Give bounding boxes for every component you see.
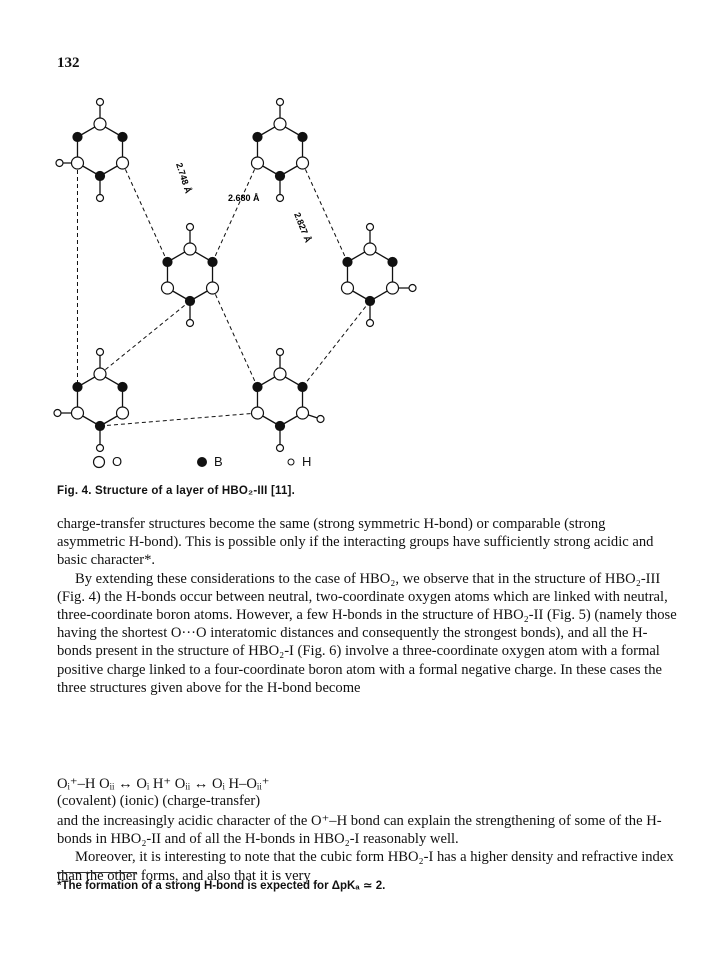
oxygen-atom xyxy=(207,282,219,294)
oxygen-atom xyxy=(274,118,286,130)
figure-caption: Fig. 4. Structure of a layer of HBO₂-III [11]. xyxy=(57,485,295,497)
page-number: 132 xyxy=(57,55,80,71)
oxygen-atom xyxy=(161,282,173,294)
oxygen-atom xyxy=(184,243,196,255)
hydrogen-atom xyxy=(277,349,284,356)
boron-atom xyxy=(253,133,262,142)
hydrogen-atom xyxy=(277,195,284,202)
oxygen-atom xyxy=(297,157,309,169)
boron-atom xyxy=(208,258,217,267)
hydrogen-bond xyxy=(213,288,258,387)
legend-boron xyxy=(196,454,223,469)
distance-label-3: 2.827 Å xyxy=(292,211,314,244)
legend-hydrogen xyxy=(286,454,311,469)
oxygen-atom xyxy=(274,368,286,380)
boron-atom xyxy=(366,297,375,306)
hydrogen-atom xyxy=(367,224,374,231)
structures-labels: (covalent) (ionic) (charge-transfer) xyxy=(57,793,261,809)
hydrogen-atom xyxy=(54,410,61,417)
boron-atom xyxy=(343,258,352,267)
hydrogen-atom xyxy=(97,99,104,106)
hydrogen-atom xyxy=(187,320,194,327)
boron-atom xyxy=(388,258,397,267)
paragraph-2: By extending these considerations to the case of HBO₂, we observe that in the structure of HBO₂-III (Fig. 4) the H-bonds occur between neutral, two-coordinate oxygen atoms which are linked with neutral, three-coordinate boron atoms. However, a few H-bonds in the structure of HBO₂-II (Fig. 5) (namely those having the shortest O···O interatomic distances and consequently the strongest bonds), and all the H-bonds present in the structure of HBO₂-I (Fig. 6) involve a three-coordinate oxygen atom with a formal positive charge linked to a four-coordinate boron atom with a formal negative charge. In these cases the three structures given above for the H-bond become xyxy=(57,570,677,696)
paragraph-1: charge-transfer structures become the same (strong symmetric H-bond) or comparable (strong asymmetric H-bond). This is possible only if the interacting groups have sufficiently strong acidic and basic character*. xyxy=(57,516,654,569)
oxygen-atom xyxy=(71,157,83,169)
oxygen-symbol-icon xyxy=(92,455,106,469)
oxygen-atom xyxy=(297,407,309,419)
boron-atom xyxy=(73,383,82,392)
hydrogen-atom xyxy=(97,349,104,356)
oxygen-atom xyxy=(94,118,106,130)
hydrogen-atom xyxy=(187,224,194,231)
hydrogen-bond xyxy=(213,163,258,262)
boron-atom xyxy=(96,172,105,181)
boron-atom xyxy=(73,133,82,142)
boron-atom xyxy=(96,422,105,431)
legend-hydrogen-label: H xyxy=(302,454,312,469)
oxygen-atom xyxy=(251,407,263,419)
body-paragraphs-2 xyxy=(57,812,677,885)
hydrogen-bond xyxy=(303,301,370,387)
hydrogen-atom xyxy=(56,160,63,167)
hydrogen-symbol-icon xyxy=(286,457,296,467)
hydrogen-atom xyxy=(409,285,416,292)
paragraph-3: and the increasingly acidic character of the O⁺–H bond can explain the strengthening of some of the H-bonds in HBO₂-II and of all the H-bonds in HBO₂-I reasonably well. xyxy=(57,813,662,848)
hydrogen-bond xyxy=(303,163,348,262)
oxygen-atom xyxy=(387,282,399,294)
oxygen-atom xyxy=(117,407,129,419)
paragraph-4: Moreover, it is interesting to note that the cubic form HBO₂-I has a higher density and refractive index than the other forms, and also that it is very xyxy=(57,849,674,884)
boron-atom xyxy=(276,422,285,431)
boron-atom xyxy=(186,297,195,306)
oxygen-atom xyxy=(364,243,376,255)
oxygen-atom xyxy=(251,157,263,169)
hydrogen-atom xyxy=(317,416,324,423)
resonance-structures xyxy=(57,776,269,810)
hydrogen-atom xyxy=(97,195,104,202)
footnote-rule xyxy=(57,872,137,873)
oxygen-atom xyxy=(94,368,106,380)
legend-boron-label: B xyxy=(214,454,223,469)
boron-symbol-icon xyxy=(196,456,208,468)
boron-atom xyxy=(298,133,307,142)
boron-atom xyxy=(298,383,307,392)
distance-label-2: 2.680 Å xyxy=(228,193,260,203)
atoms xyxy=(54,99,416,452)
oxygen-atom xyxy=(341,282,353,294)
hydrogen-atom xyxy=(97,445,104,452)
body-paragraphs xyxy=(57,515,677,697)
hydrogen-bond xyxy=(123,163,168,262)
hydrogen-atom xyxy=(277,99,284,106)
boron-atom xyxy=(118,133,127,142)
hydrogen-atom xyxy=(367,320,374,327)
structures-line: Oᵢ⁺–H Oᵢᵢ ↔ Oᵢ H⁺ Oᵢᵢ ↔ Oᵢ H–Oᵢᵢ⁺ xyxy=(57,776,270,792)
distance-label-1: 2.748 Å xyxy=(174,161,194,195)
legend-oxygen xyxy=(92,454,122,469)
boron-atom xyxy=(253,383,262,392)
hydrogen-bond xyxy=(100,301,190,374)
legend-oxygen-label: O xyxy=(112,454,123,469)
oxygen-atom xyxy=(117,157,129,169)
hydrogen-atom xyxy=(277,445,284,452)
footnote: *The formation of a strong H-bond is expected for ΔpKₐ ≃ 2. xyxy=(57,880,386,892)
boron-atom xyxy=(163,258,172,267)
bond-lines xyxy=(57,102,412,448)
boron-atom xyxy=(118,383,127,392)
oxygen-atom xyxy=(71,407,83,419)
boron-atom xyxy=(276,172,285,181)
